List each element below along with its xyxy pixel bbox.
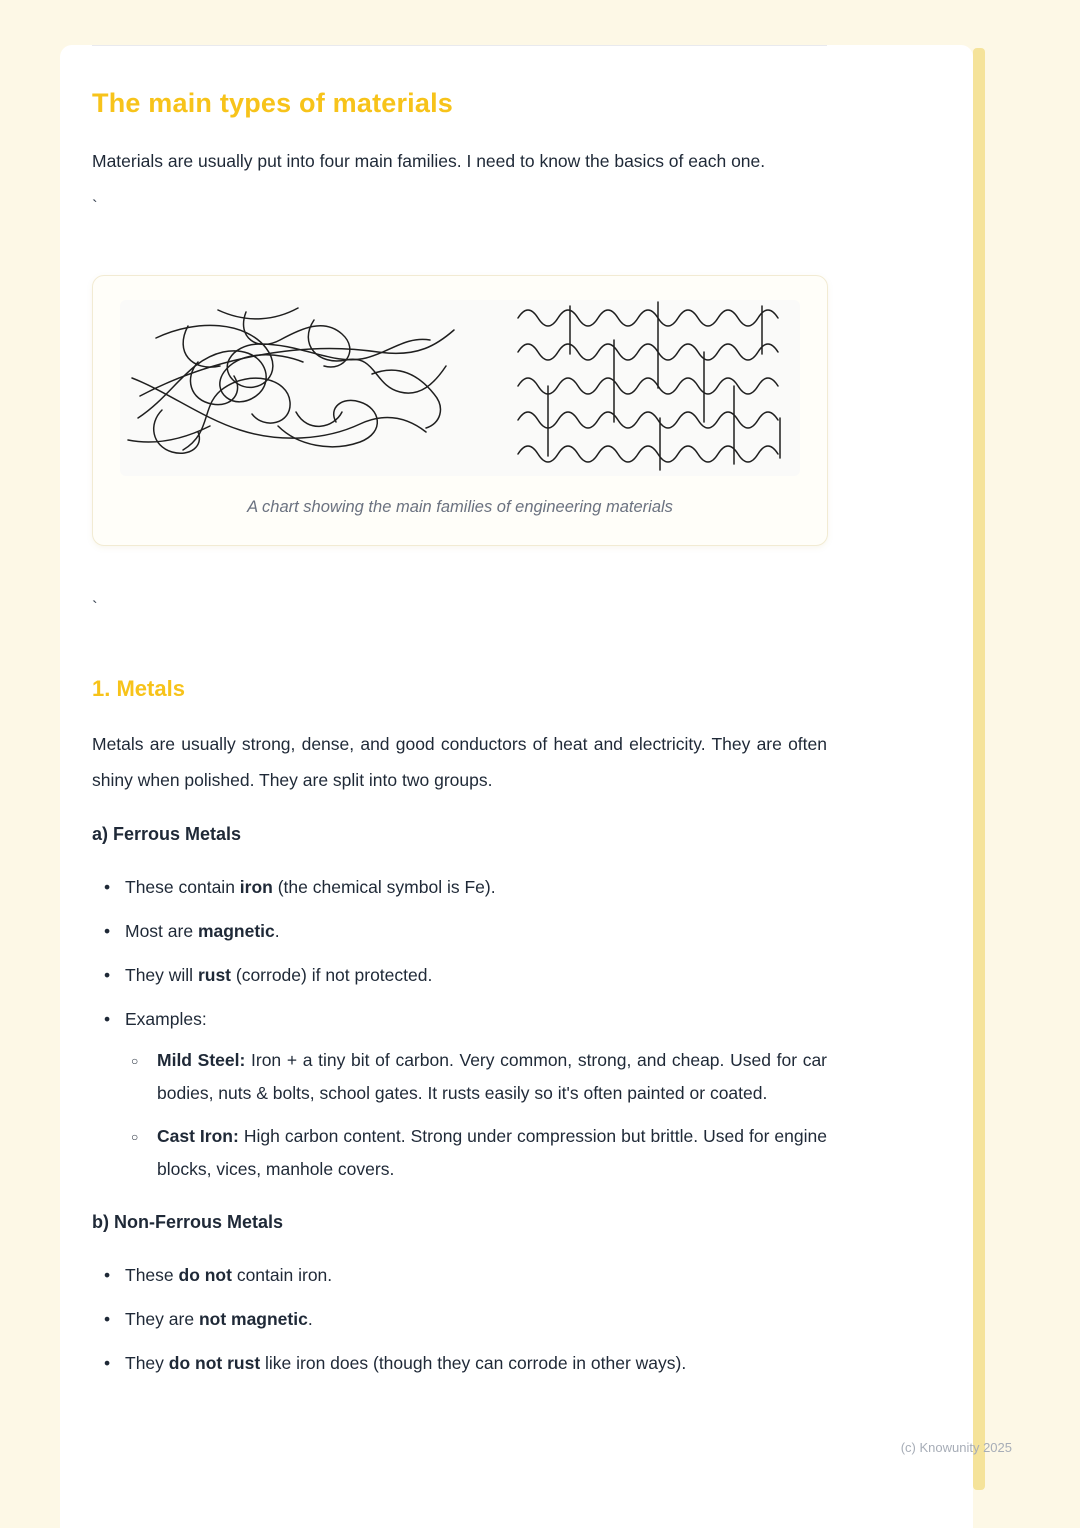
- ferrous-list: [92, 871, 827, 1186]
- text: (the chemical symbol is Fe).: [272, 877, 496, 897]
- non-ferrous-list: [92, 1259, 827, 1380]
- list-item: [92, 1347, 827, 1380]
- ferrous-heading: a) Ferrous Metals: [92, 824, 242, 844]
- text: Iron + a tiny bit of carbon. Very common, strong, and cheap. Used for car bodies, nuts & bolts, school gates. It rusts easily so it's often painted or coated.: [157, 1050, 827, 1103]
- bold-text: Mild Steel:: [157, 1050, 246, 1070]
- figure-image: [120, 300, 800, 476]
- text: High carbon content. Strong under compression but brittle. Used for engine blocks, vices, manhole covers.: [157, 1126, 827, 1179]
- text: They: [125, 1353, 169, 1373]
- materials-figure: [92, 275, 828, 546]
- text: Most are: [125, 921, 198, 941]
- stray-backtick: `: [92, 197, 98, 216]
- text: (corrode) if not protected.: [231, 965, 433, 985]
- bold-text: do not: [178, 1265, 232, 1285]
- bold-text: do not rust: [168, 1353, 261, 1373]
- content-column: [92, 45, 827, 1380]
- non-ferrous-heading: b) Non-Ferrous Metals: [92, 1212, 284, 1232]
- bold-text: not magnetic: [198, 1309, 308, 1329]
- bold-text: Cast Iron:: [157, 1126, 239, 1146]
- text: like iron does (though they can corrode in other ways).: [260, 1353, 687, 1373]
- top-divider: [92, 45, 827, 46]
- text: These contain: [125, 877, 240, 897]
- figure-caption: A chart showing the main families of engineering materials: [247, 498, 673, 516]
- text: contain iron.: [231, 1265, 333, 1285]
- bold-text: magnetic: [197, 921, 275, 941]
- list-item: [125, 1044, 827, 1110]
- list-item: [92, 1303, 827, 1336]
- bold-text: iron: [239, 877, 273, 897]
- list-item: [92, 1003, 827, 1186]
- page-title: The main types of materials: [92, 88, 454, 118]
- text: These: [125, 1265, 179, 1285]
- materials-structure-drawing: [120, 300, 800, 476]
- text: .: [274, 921, 280, 941]
- list-item: [92, 871, 827, 904]
- text: They are: [125, 1309, 199, 1329]
- examples-label: [125, 1009, 207, 1029]
- crosslinked-structure-sketch: [518, 302, 780, 470]
- list-item: [92, 915, 827, 948]
- amorphous-structure-sketch: [128, 308, 454, 453]
- text: Examples:: [125, 1009, 207, 1029]
- right-accent-stripe: [973, 48, 985, 1490]
- text: They will: [125, 965, 198, 985]
- metals-intro-paragraph: Metals are usually strong, dense, and good conductors of heat and electricity. They are often shiny when polished. They are split into two groups.: [92, 734, 827, 790]
- list-item: [92, 959, 827, 992]
- list-item: [92, 1259, 827, 1292]
- bold-text: rust: [197, 965, 231, 985]
- examples-list: [125, 1044, 827, 1186]
- intro-paragraph: Materials are usually put into four main families. I need to know the basics of each one.: [92, 151, 766, 171]
- stray-backtick: `: [92, 598, 98, 617]
- metals-heading: 1. Metals: [92, 676, 185, 701]
- copyright-watermark: (c) Knowunity 2025: [900, 1440, 1012, 1455]
- list-item: [125, 1120, 827, 1186]
- content-card: [60, 45, 973, 1528]
- text: .: [307, 1309, 313, 1329]
